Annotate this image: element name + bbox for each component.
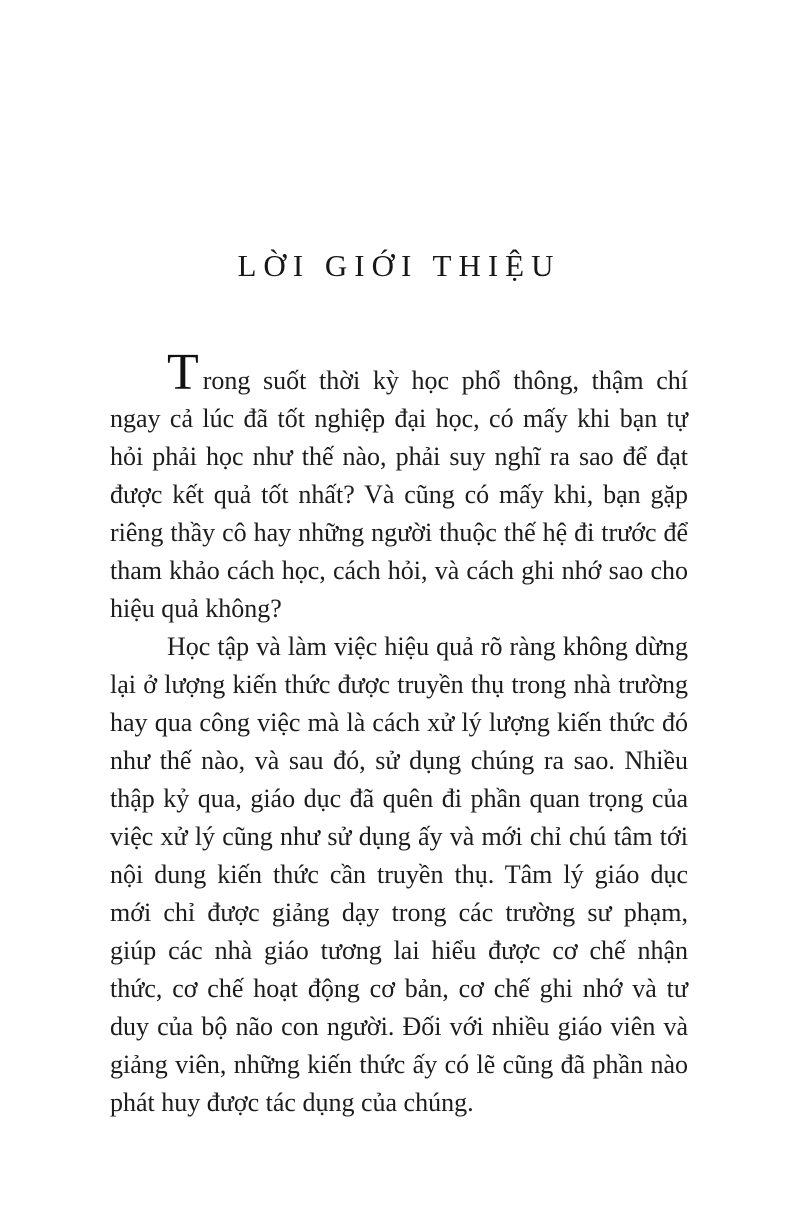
- page-body: [110, 344, 688, 1122]
- paragraph: [110, 344, 688, 628]
- dropcap-letter: T: [167, 344, 199, 401]
- paragraph-text: rong suốt thời kỳ học phổ thông, thậm chí ngay cả lúc đã tốt nghiệp đại học, có mấy khi bạn tự hỏi phải học như thế nào, phải suy nghĩ ra sao để đạt được kết quả tốt nhất? Và cũng có mấy khi, bạn gặp riêng thầy cô hay những người thuộc thế hệ đi trước để tham khảo cách học, cách hỏi, và cách ghi nhớ sao cho hiệu quả không?: [110, 366, 688, 623]
- paragraph-text: Học tập và làm việc hiệu quả rõ ràng không dừng lại ở lượng kiến thức được truyền thụ trong nhà trường hay qua công việc mà là cách xử lý lượng kiến thức đó như thế nào, và sau đó, sử dụng chúng ra sao. Nhiều thập kỷ qua, giáo dục đã quên đi phần quan trọng của việc xử lý cũng như sử dụng ấy và mới chỉ chú tâm tới nội dung kiến thức cần truyền thụ. Tâm lý giáo dục mới chỉ được giảng dạy trong các trường sư phạm, giúp các nhà giáo tương lai hiểu được cơ chế nhận thức, cơ chế hoạt động cơ bản, cơ chế ghi nhớ và tư duy của bộ não con người. Đối với nhiều giáo viên và giảng viên, những kiến thức ấy có lẽ cũng đã phần nào phát huy được tác dụng của chúng.: [110, 632, 688, 1117]
- paragraph: [110, 628, 688, 1122]
- page-title: LỜI GIỚI THIỆU: [237, 248, 561, 283]
